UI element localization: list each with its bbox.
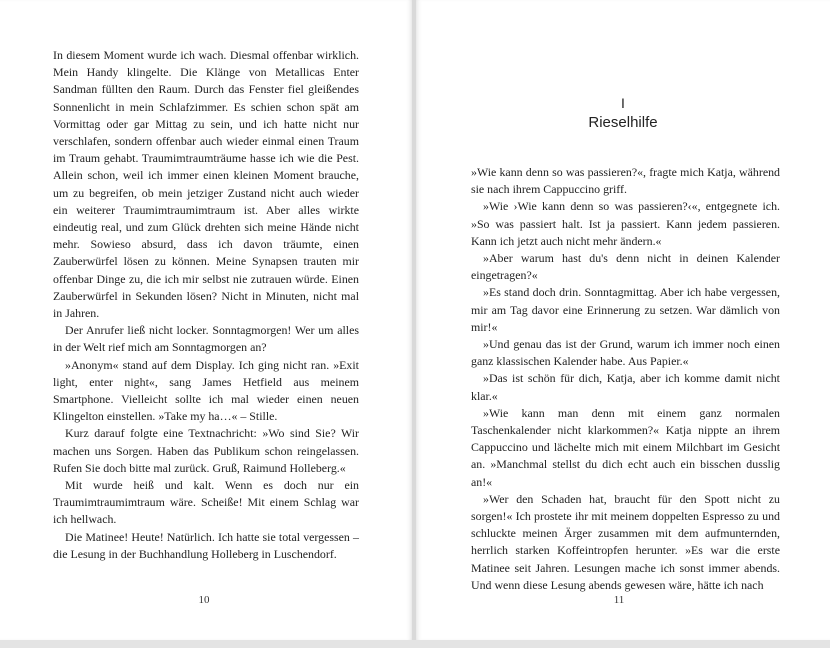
left-page [0, 0, 412, 640]
page-number: 11 [613, 594, 625, 606]
left-page-text [53, 47, 359, 563]
paragraph: Die Matinee! Heute! Natürlich. Ich hatte sie total vergessen – die Lesung in der Buchhandlung Holleberg in Luschendorf. [53, 529, 359, 561]
page-bottom-shadow [0, 640, 830, 648]
paragraph: »Das ist schön für dich, Katja, aber ich komme damit nicht klar.« [471, 371, 780, 403]
paragraph: »Wer den Schaden hat, braucht für den Spott nicht zu sorgen!« Ich prostete ihr mit meinem doppelten Espresso zu und schluckte meinen Ärger zusammen mit dem aufmunternden, herrlich starken Koffeintropfen herunter. »Es war die erste Matinee seit Jahren. Lesungen mache ich sonst immer abends. Und wenn diese Lesung abends gewesen wäre, hätte ich nach [471, 491, 780, 592]
paragraph: »Und genau das ist der Grund, warum ich immer noch einen ganz klassischen Kalender habe. Aus Papier.« [471, 337, 780, 369]
right-page-text [471, 164, 780, 594]
paragraph: »Es stand doch drin. Sonntagmittag. Aber ich habe vergessen, mir am Tag davor eine Erinnerung zu setzen. War dämlich von mir!« [471, 285, 780, 334]
paragraph: »Wie ›Wie kann denn so was passieren?‹«, entgegnete ich. »So was passiert halt. Ist ja passiert. Kann jedem passieren. Kann ich jetzt auch nicht mehr ändern.« [471, 199, 780, 248]
chapter-title: Rieselhilfe [588, 114, 658, 131]
paragraph: Kurz darauf folgte eine Textnachricht: »Wo sind Sie? Wir machen uns Sorgen. Haben das Publikum schon reingelassen. Rufen Sie doch bitte mal zurück. Gruß, Raimund Holleberg.« [53, 426, 359, 475]
paragraph: »Anonym« stand auf dem Display. Ich ging nicht ran. »Exit light, enter night«, sang James Hetfield aus meinem Smartphone. Vielleicht sollte ich mal wieder einen neuen Klingelton einstellen. »Take my ha…« – Stille. [53, 357, 359, 424]
paragraph: »Wie kann denn so was passieren?«, fragte mich Katja, während sie nach ihrem Cappuccino griff. [471, 165, 780, 197]
paragraph: »Aber warum hast du's denn nicht in deinen Kalender eingetragen?« [471, 251, 780, 283]
paragraph: Mit wurde heiß und kalt. Wenn es doch nur ein Traumimtraumimtraum wäre. Scheiße! Mit einem Schlag war ich hellwach. [53, 478, 359, 527]
chapter-number: I [621, 95, 625, 111]
paragraph: In diesem Moment wurde ich wach. Diesmal offenbar wirklich. Mein Handy klingelte. Die Klänge von Metallicas Enter Sandman füllten den Raum. Durch das Fenster fiel gleißendes Sonnenlicht in mein Schlafzimmer. Es schien schon spät am Vormittag oder gar Mittag zu sein, und ich hatte nicht nur verschlafen, sondern offenbar auch wieder einmal einen Traum im Traum gehabt. Traumimtraumträume hasse ich wie die Pest. Allein schon, weil ich immer einen kleinen Moment brauche, um zu begreifen, ob mein jetziger Zustand nicht auch wieder ein weiterer Traumimtraumimtraum ist. Aber alles wirkte eindeutig real, und zum Glück drehten sich meine Hände nicht mehr. Sowieso absurd, dass ich davon träumte, einen Zauberwürfel lösen zu können. Meine Synapsen trauten mir offenbar Dinge zu, die ich mir selbst nie zutrauen würde. Einen Zauberwürfel in Sekunden lösen? Nicht in Minuten, nicht mal in Jahren. [53, 48, 359, 321]
page-number: 10 [198, 594, 210, 606]
paragraph: Der Anrufer ließ nicht locker. Sonntagmorgen! Wer um alles in der Welt rief mich am Sonntagmorgen an? [53, 323, 359, 355]
right-page [416, 0, 830, 640]
paragraph: »Wie kann man denn mit einem ganz normalen Taschenkalender nicht klarkommen?« Katja nippte an ihrem Cappuccino und lächelte mich mit einem Milchbart im Gesicht an. »Manchmal stellst du dich echt auch ein bisschen dusslig an!« [471, 405, 780, 489]
